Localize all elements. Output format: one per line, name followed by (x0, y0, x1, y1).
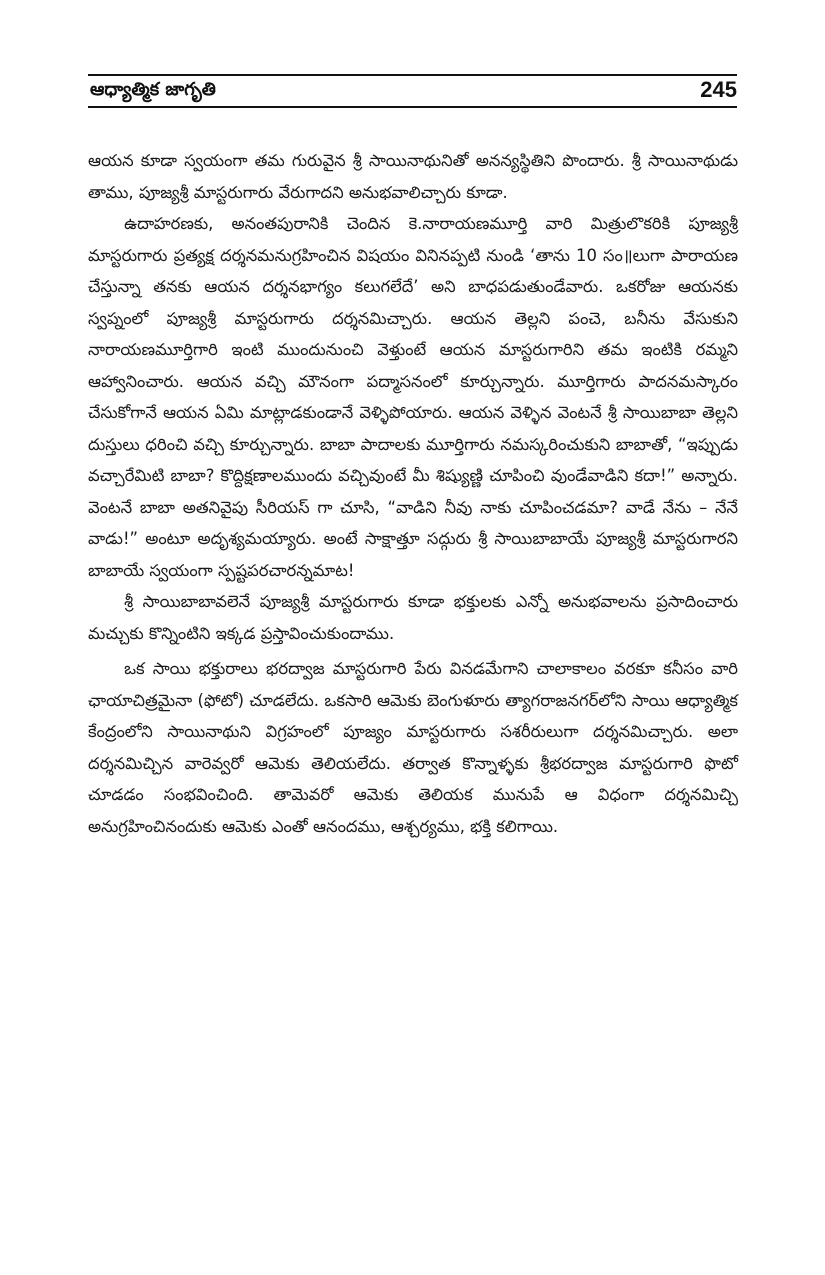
paragraph-3: శ్రీ సాయిబాబావలెనే పూజ్యశ్రీ మాస్టరుగారు కూడా భక్తులకు ఎన్నో అనుభవాలను ప్రసాదించారు మచ్చుకు కొన్నింటిని ఇక్కడ ప్రస్తావించుకుందాము. (88, 592, 738, 643)
header-bottom-rule (88, 106, 737, 108)
paragraph-4: ఒక సాయి భక్తురాలు భరద్వాజ మాస్టరుగారి పేరు వినడమేగాని చాలాకాలం వరకూ కనీసం వారి ఛాయాచిత్రమైనా (ఫోటో) చూడలేదు. ఒకసారి ఆమెకు బెంగుళూరు త్యాగరాజనగర్‌లోని సాయి ఆధ్యాత్మిక కేంద్రంలోని సాయినాథుని విగ్రహంలో పూజ్యం మాస్టరుగారు సశరీరులుగా దర్శనమిచ్చారు. అలా దర్శనమిచ్చిన వారెవ్వరో ఆమెకు తెలియలేదు. తర్వాత కొన్నాళ్ళకు శ్రీభరద్వాజ మాస్టరుగారి ఫొటో చూడడం సంభవించింది. తామెవరో ఆమెకు తెలియక మునుపే ఆ విధంగా దర్శనమిచ్చి అనుగ్రహించినందుకు ఆమెకు ఎంతో ఆనందము, ఆశ్చర్యము, భక్తి కలిగాయి. (88, 659, 738, 836)
page-body (88, 145, 738, 842)
paragraph-1: ఆయన కూడా స్వయంగా తమ గురువైన శ్రీ సాయినాథునితో అనన్యస్థితిని పొందారు. శ్రీ సాయినాథుడు తాము, పూజ్యశ్రీ మాస్టరుగారు వేరుగాదని అనుభవాలిచ్చారు కూడా. (88, 151, 738, 202)
running-title: ఆధ్యాత్మిక జాగృతి (90, 79, 216, 100)
paragraph-2: ఉదాహరణకు, అనంతపురానికి చెందిన కె.నారాయణమూర్తి వారి మిత్రులొకరికి పూజ్యశ్రీ మాస్టరుగారు ప్రత్యక్ష దర్శనమనుగ్రహించిన విషయం వినినప్పటి నుండి ‘తాను 10 సం॥లుగా పారాయణ చేస్తున్నా తనకు ఆయన దర్శనభాగ్యం కలుగలేదే’ అని బాధపడుతుండేవారు. ఒకరోజు ఆయనకు స్వప్నంలో పూజ్యశ్రీ మాస్టరుగారు దర్శనమిచ్చారు. ఆయన తెల్లని పంచె, బనీను వేసుకుని నారాయణమూర్తిగారి ఇంటి ముందునుంచి వెళ్తుంటే ఆయన మాస్టరుగారిని తమ ఇంటికి రమ్మని ఆహ్వానించారు. ఆయన వచ్చి మౌనంగా పద్మాసనంలో కూర్చున్నారు. మూర్తిగారు పాదనమస్కారం చేసుకోగానే ఆయన ఏమి మాట్లాడకుండానే వెళ్ళిపోయారు. ఆయన వెళ్ళిన వెంటనే శ్రీ సాయిబాబా తెల్లని దుస్తులు ధరించి వచ్చి కూర్చున్నారు. బాబా పాదాలకు మూర్తిగారు నమస్కరించుకుని బాబాతో, “ఇప్పుడు వచ్చారేమిటి బాబా? కొద్దిక్షణాలముందు వచ్చివుంటే మీ శిష్యుణ్ణి చూపించి వుండేవాడిని కదా!” అన్నారు. వెంటనే బాబా అతనివైపు సీరియస్ గా చూసి, “వాడిని నీవు నాకు చూపించడమా? వాడే నేను – నేనే వాడు!” అంటూ అదృశ్యమయ్యారు. అంటే సాక్షాత్తూ సద్గురు శ్రీ సాయిబాబాయే పూజ్యశ్రీ మాస్టరుగారని బాబాయే స్వయంగా స్పష్టపరచారన్నమాట! (88, 214, 738, 580)
header-top-rule (88, 74, 737, 76)
page-number: 245 (700, 77, 737, 102)
page-header (88, 74, 737, 110)
